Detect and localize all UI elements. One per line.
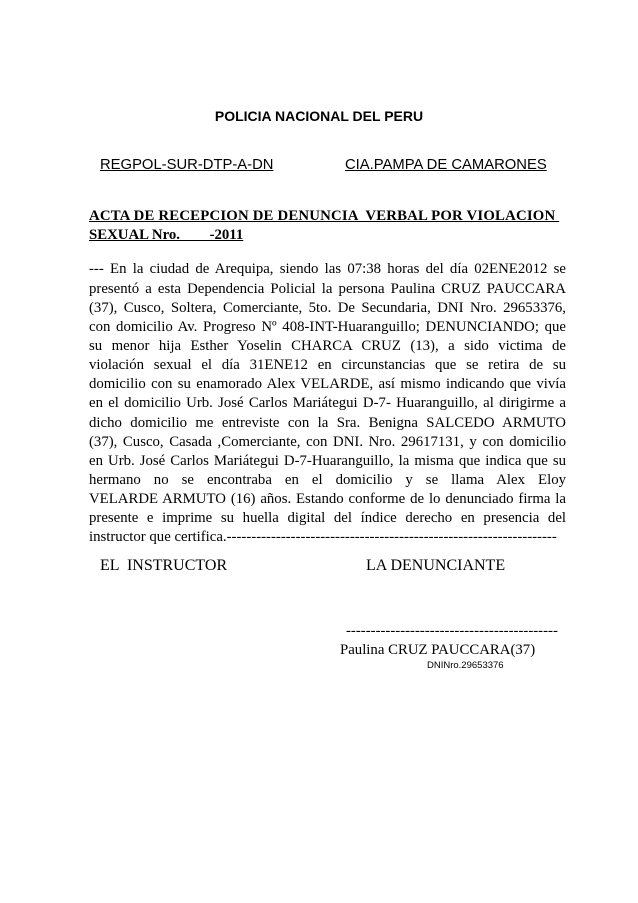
body-line: en el domicilio Urb. José Carlos Mariátegui D-7- Huaranguillo, al dirigirme a bbox=[89, 395, 566, 412]
body-line: con domicilio Av. Progreso Nº 408-INT-Huaranguillo; DENUNCIANDO; que bbox=[89, 318, 566, 335]
body-line: --- En la ciudad de Arequipa, siendo las 07:38 horas del día 02ENE2012 se bbox=[89, 261, 566, 278]
body-line: VELARDE ARMUTO (16) años. Estando conforme de lo denunciado firma la bbox=[89, 491, 566, 508]
body-line: hermano no se encontraba en el domicilio y se llama Alex Eloy bbox=[89, 471, 566, 488]
acta-heading-line1: ACTA DE RECEPCION DE DENUNCIA VERBAL POR VIOLACION bbox=[89, 208, 560, 224]
body-line: (37), Cusco, Soltera, Comerciante, 5to. De Secundaria, DNI Nro. 29653376, bbox=[89, 299, 566, 316]
body-line: dicho domicilio me entreviste con la Sra. Benigna SALCEDO ARMUTO bbox=[89, 414, 566, 431]
body-line: presentó a esta Dependencia Policial la persona Paulina CRUZ PAUCCARA bbox=[89, 280, 566, 297]
document-title: POLICIA NACIONAL DEL PERU bbox=[214, 108, 424, 124]
body-line: presente e imprime su huella digital del índice derecho en presencia del bbox=[89, 510, 566, 527]
body-line-last: instructor que certifica.------------------------------------------------------------------- bbox=[89, 529, 557, 546]
signature-line: ------------------------------------------- bbox=[346, 623, 558, 639]
body-line: en Urb. José Carlos Mariátegui D-7-Huaranguillo, la misma que indica que su bbox=[89, 452, 566, 469]
body-line: (37), Cusco, Casada ,Comerciante, con DNI. Nro. 29617131, y con domicilio bbox=[89, 433, 566, 450]
police-station-unit: CIA.PAMPA DE CAMARONES bbox=[345, 157, 547, 173]
denunciante-name: Paulina CRUZ PAUCCARA(37) bbox=[340, 642, 536, 658]
acta-heading-line2: SEXUAL Nro. -2011 bbox=[89, 227, 244, 244]
denunciante-dni: DNINro.29653376 bbox=[427, 660, 504, 671]
denunciante-label: LA DENUNCIANTE bbox=[366, 557, 506, 574]
instructor-label: EL INSTRUCTOR bbox=[100, 557, 228, 574]
body-line: violación sexual el día 31ENE12 en circunstancias que se retira de su bbox=[89, 357, 566, 374]
police-region-unit: REGPOL-SUR-DTP-A-DN bbox=[100, 157, 274, 173]
complaint-body-paragraph bbox=[89, 260, 566, 547]
body-line: domicilio con su enamorado Alex VELARDE, así mismo indicando que vivía bbox=[89, 376, 566, 393]
body-line: su menor hija Esther Yoselin CHARCA CRUZ (13), a sido victima de bbox=[89, 337, 566, 354]
